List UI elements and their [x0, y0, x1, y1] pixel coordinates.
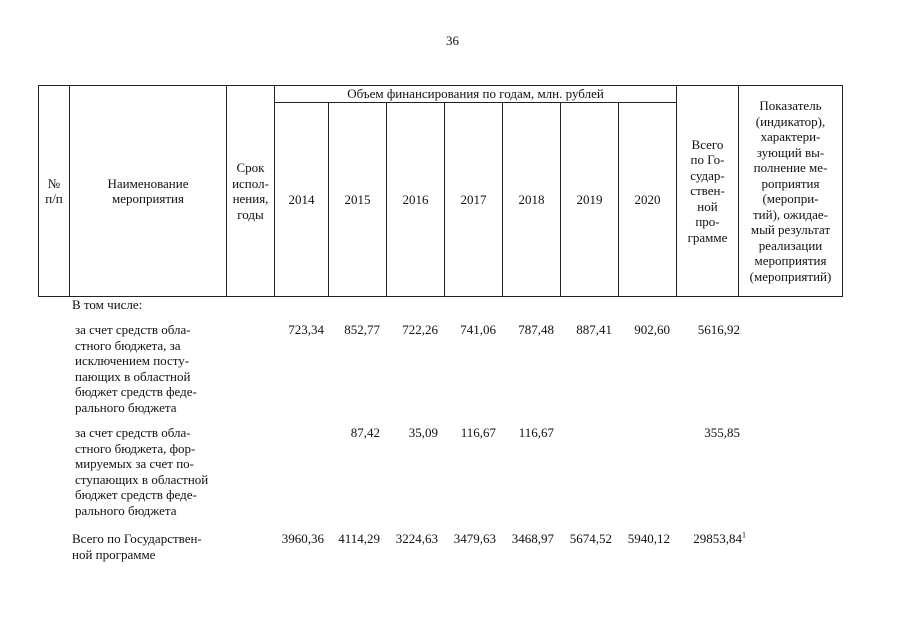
footnote-marker: 1 [742, 530, 746, 540]
value-2017: 3479,63 [453, 531, 496, 546]
value-2018: 116,67 [518, 425, 554, 440]
header-name: Наименование мероприятия [70, 86, 227, 297]
value-2020: 5940,12 [627, 531, 670, 546]
header-year-2020: 2020 [619, 103, 677, 297]
header-indicator: Показатель (индикатор), характери- зующий вы- полнение ме- роприятия (меропри- тий), ожидае- мый результат реализации мероприятия (мероприятий) [739, 86, 843, 297]
value-total: 355,85 [704, 425, 740, 440]
value-2015: 852,77 [344, 322, 380, 337]
value-2018: 3468,97 [511, 531, 554, 546]
value-total: 29853,84$^1$ [693, 530, 746, 546]
header-year-2017: 2017 [445, 103, 503, 297]
header-year-2018: 2018 [503, 103, 561, 297]
page-number: 36 [446, 33, 459, 48]
header-term: Срок испол- нения, годы [227, 86, 275, 297]
header-year-2016: 2016 [387, 103, 445, 297]
header-year-2014: 2014 [275, 103, 329, 297]
value-2016: 35,09 [408, 425, 438, 440]
header-year-2015: 2015 [329, 103, 387, 297]
header-financing-group: Объем финансирования по годам, млн. рублей [275, 86, 677, 103]
value-2016: 722,26 [402, 322, 438, 337]
value-2019: 887,41 [576, 322, 612, 337]
value-2014: 3960,36 [281, 531, 324, 546]
value-2017: 741,06 [460, 322, 496, 337]
value-2020: 902,60 [634, 322, 670, 337]
table-header [38, 85, 843, 297]
value-total: 5616,92 [697, 322, 740, 337]
value-2015: 4114,29 [338, 531, 380, 546]
row-name: Всего по Государствен- ной программе [72, 531, 202, 562]
header-number: № п/п [39, 86, 70, 297]
value-2018: 787,48 [518, 322, 554, 337]
header-total: Всего по Го- судар- ствен- ной про- грамме [677, 86, 739, 297]
value-2016: 3224,63 [395, 531, 438, 546]
header-year-2019: 2019 [561, 103, 619, 297]
value-2019: 5674,52 [569, 531, 612, 546]
value-2017: 116,67 [460, 425, 496, 440]
value-2015: 87,42 [350, 425, 380, 440]
subheading: В том числе: [72, 297, 143, 312]
value-2014: 723,34 [288, 322, 324, 337]
row-name: за счет средств обла- стного бюджета, фор- мируемых за счет по- ступающих в областной бюджет средств феде- рального бюджета [75, 425, 209, 518]
row-name: за счет средств обла- стного бюджета, за исключением посту- пающих в областной бюджет средств феде- рального бюджета [75, 322, 197, 415]
